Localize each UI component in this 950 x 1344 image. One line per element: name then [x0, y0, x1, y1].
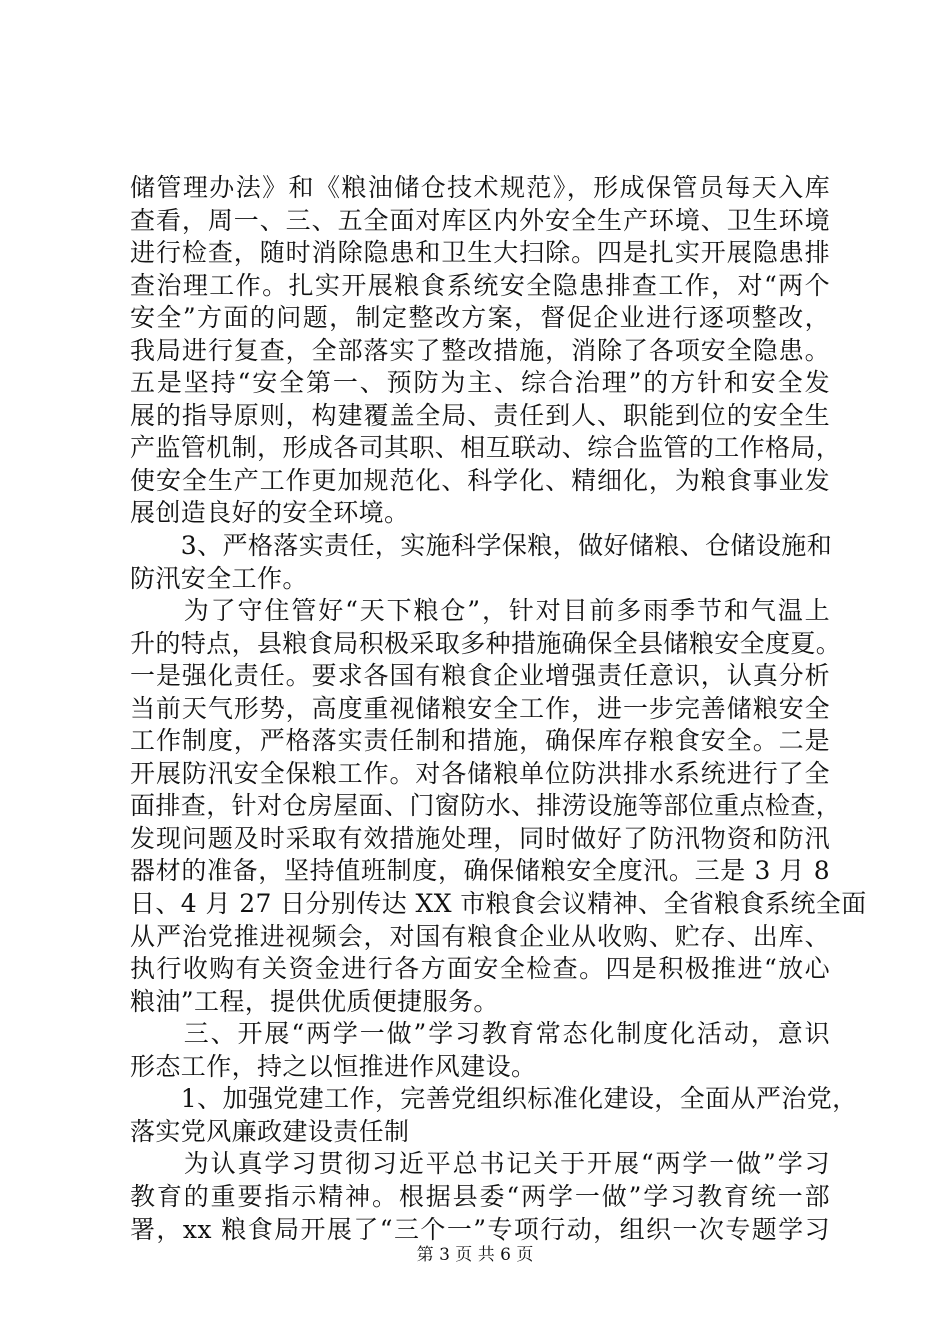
text-line: 储管理办法》和《粮油储仓技术规范》，形成保管员每天入库 — [130, 173, 830, 202]
text-line: 进行检查，随时消除隐患和卫生大扫除。四是扎实开展隐患排 — [130, 238, 830, 268]
text-line: 落实党风廉政建设责任制 — [130, 1116, 410, 1146]
text-line: 五是坚持“安全第一、预防为主、综合治理”的方针和安全发 — [130, 368, 830, 398]
text-line: 工作制度，严格落实责任制和措施，确保库存粮食安全。二是 — [130, 726, 830, 756]
text-line: 展的指导原则，构建覆盖全局、责任到人、职能到位的安全生 — [130, 400, 830, 430]
text-line: 1、加强党建工作，完善党组织标准化建设，全面从严治党， — [130, 1084, 858, 1114]
text-line: 升的特点，县粮食局积极采取多种措施确保全县储粮安全度夏。 — [130, 628, 842, 658]
text-line: 执行收购有关资金进行各方面安全检查。四是积极推进“放心 — [130, 954, 830, 984]
text-line: 教育的重要指示精神。根据县委“两学一做”学习教育统一部 — [130, 1181, 830, 1211]
text-line: 查治理工作。扎实开展粮食系统安全隐患排查工作，对“两个 — [130, 270, 830, 300]
text-line: 署，xx 粮食局开展了“三个一”专项行动，组织一次专题学习 — [130, 1214, 830, 1244]
text-line: 使安全生产工作更加规范化、科学化、精细化，为粮食事业发 — [130, 465, 830, 495]
text-line: 发现问题及时采取有效措施处理，同时做好了防汛物资和防汛 — [130, 823, 830, 853]
text-line: 3、严格落实责任，实施科学保粮，做好储粮、仓储设施和 — [130, 531, 833, 561]
text-line: 我局进行复查，全部落实了整改措施，消除了各项安全隐患。 — [130, 335, 830, 365]
text-line: 日、4 月 27 日分别传达 XX 市粮食会议精神、全省粮食系统全面 — [130, 889, 867, 919]
text-line: 从严治党推进视频会，对国有粮食企业从收购、贮存、出库、 — [130, 921, 830, 951]
text-line: 为了守住管好“天下粮仓”，针对目前多雨季节和气温上 — [130, 596, 830, 626]
text-line: 面排查，针对仓房屋面、门窗防水、排涝设施等部位重点检查， — [130, 791, 842, 821]
text-line: 三、开展“两学一做”学习教育常态化制度化活动，意识 — [130, 1019, 830, 1049]
text-line: 产监管机制，形成各司其职、相互联动、综合监管的工作格局， — [130, 433, 842, 463]
text-line: 为认真学习贯彻习近平总书记关于开展“两学一做”学习 — [130, 1149, 830, 1179]
text-line: 器材的准备，坚持值班制度，确保储粮安全度汛。三是 3 月 8 — [130, 856, 830, 886]
text-line: 当前天气形势，高度重视储粮安全工作，进一步完善储粮安全 — [130, 693, 830, 723]
text-line: 形态工作，持之以恒推进作风建设。 — [130, 1051, 537, 1081]
document-body — [130, 172, 867, 1246]
page-footer: 第 3 页 共 6 页 — [416, 1245, 534, 1265]
text-line: 防汛安全工作。 — [130, 563, 308, 593]
text-line: 查看，周一、三、五全面对库区内外安全生产环境、卫生环境 — [130, 205, 830, 235]
text-line: 展创造良好的安全环境。 — [130, 498, 410, 528]
text-line: 安全”方面的问题，制定整改方案，督促企业进行逐项整改， — [130, 303, 830, 333]
text-line: 一是强化责任。要求各国有粮食企业增强责任意识，认真分析 — [130, 661, 830, 691]
text-line: 开展防汛安全保粮工作。对各储粮单位防洪排水系统进行了全 — [130, 758, 830, 788]
text-line: 粮油”工程，提供优质便捷服务。 — [130, 986, 499, 1016]
